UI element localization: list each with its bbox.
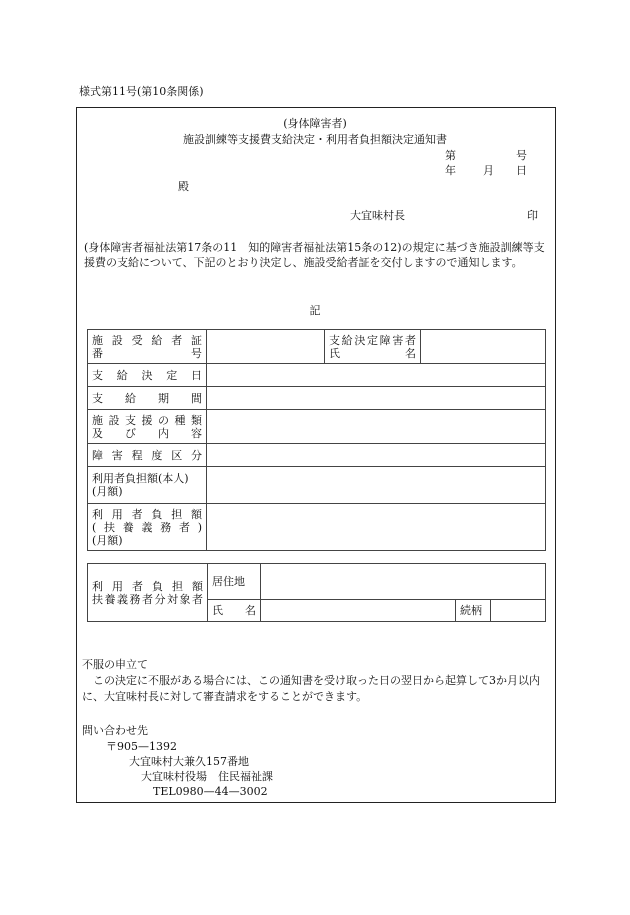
recipient-cert-label-line2: 番号 [92,346,202,360]
recipient-cert-value [207,330,325,364]
guardian-burden-value [207,504,546,551]
support-type-value [207,410,546,444]
recipient-name-value [421,330,546,364]
guardian-table [87,563,546,622]
table-row [88,387,546,410]
document-subtitle: (身体障害者) [283,117,347,130]
contact-heading: 問い合わせ先 [82,724,148,737]
table-label-cell [456,600,491,622]
form-number: 様式第11号(第10条関係) [79,85,204,98]
table-row [88,467,546,504]
contact-address: 大宜味村大兼久157番地 [129,755,249,768]
relationship-value [491,600,546,622]
document-no-suffix: 号 [516,149,527,162]
table-label-cell [88,504,207,551]
ki-marker: 記 [309,304,321,317]
addressee-honorific: 殿 [178,180,189,193]
document-no-prefix: 第 [445,149,456,162]
recipient-cert-label-line1: 施設受給者証 [92,333,202,347]
guardian-target-label-line2: 扶養義務者分対象者 [92,592,203,606]
issuer-name: 大宜味村長 [350,209,405,222]
table-label-cell [208,600,261,622]
table-row [88,564,546,600]
table-label-cell [88,564,208,622]
support-type-label-line1: 施設支援の種類 [92,413,202,427]
table-label-cell [325,330,421,364]
appeal-heading: 不服の申立て [82,658,148,671]
payment-period-value [207,387,546,410]
recipient-name-label-line2: 氏名 [329,346,416,360]
residence-label: 居住地 [212,575,245,588]
notice-body-text: (身体障害者福祉法第17条の11 知的障害者福祉法第15条の12)の規定に基づき施設訓練等支援費の支給について、下記のとおり決定し、施設受給者証を交付しますので通知します。 [84,241,545,269]
decision-date-label: 支給決定日 [92,368,202,382]
disability-level-label: 障害程度区分 [92,448,202,462]
table-row [88,364,546,387]
table-label-cell [88,444,207,467]
relationship-label: 続柄 [460,604,482,617]
guardian-name-label: 氏名 [212,604,256,617]
self-burden-label-line2: (月額) [92,485,123,498]
decision-date-value [207,364,546,387]
guardian-burden-label-line1: 利用者負担額 [92,507,202,521]
self-burden-value [207,467,546,504]
document-title: 施設訓練等支援費支給決定・利用者負担額決定通知書 [183,133,447,146]
table-label-cell [88,410,207,444]
contact-tel: TEL0980—44—3002 [153,785,268,798]
self-burden-label-line1: 利用者負担額(本人) [92,472,189,485]
table-row [88,330,546,364]
table-label-cell [88,387,207,410]
table-row [88,504,546,551]
residence-value [261,564,546,600]
guardian-burden-label-line2: (扶養義務者) [92,520,202,534]
date-day: 日 [516,164,527,177]
decision-table [87,329,546,551]
table-row [88,444,546,467]
table-label-cell [208,564,261,600]
payment-period-label: 支給期間 [92,391,202,405]
table-label-cell [88,467,207,504]
seal-mark: 印 [527,209,538,222]
table-label-cell [88,330,207,364]
support-type-label-line2: 及び内容 [92,426,202,440]
contact-postal: 〒905—1392 [106,740,177,753]
guardian-target-label-line1: 利用者負担額 [92,579,203,593]
table-label-cell [88,364,207,387]
disability-level-value [207,444,546,467]
recipient-name-label-line1: 支給決定障害者 [329,333,416,347]
guardian-burden-label-line3: (月額) [92,533,123,547]
guardian-name-value [261,600,456,622]
contact-office: 大宜味村役場 住民福祉課 [141,770,273,783]
table-row [88,410,546,444]
appeal-text: この決定に不服がある場合には、この通知書を受け取った日の翌日から起算して3か月以内に、大宜味村長に対して審査請求をすることができます。 [82,674,540,703]
date-month: 月 [483,164,494,177]
date-year: 年 [445,164,456,177]
